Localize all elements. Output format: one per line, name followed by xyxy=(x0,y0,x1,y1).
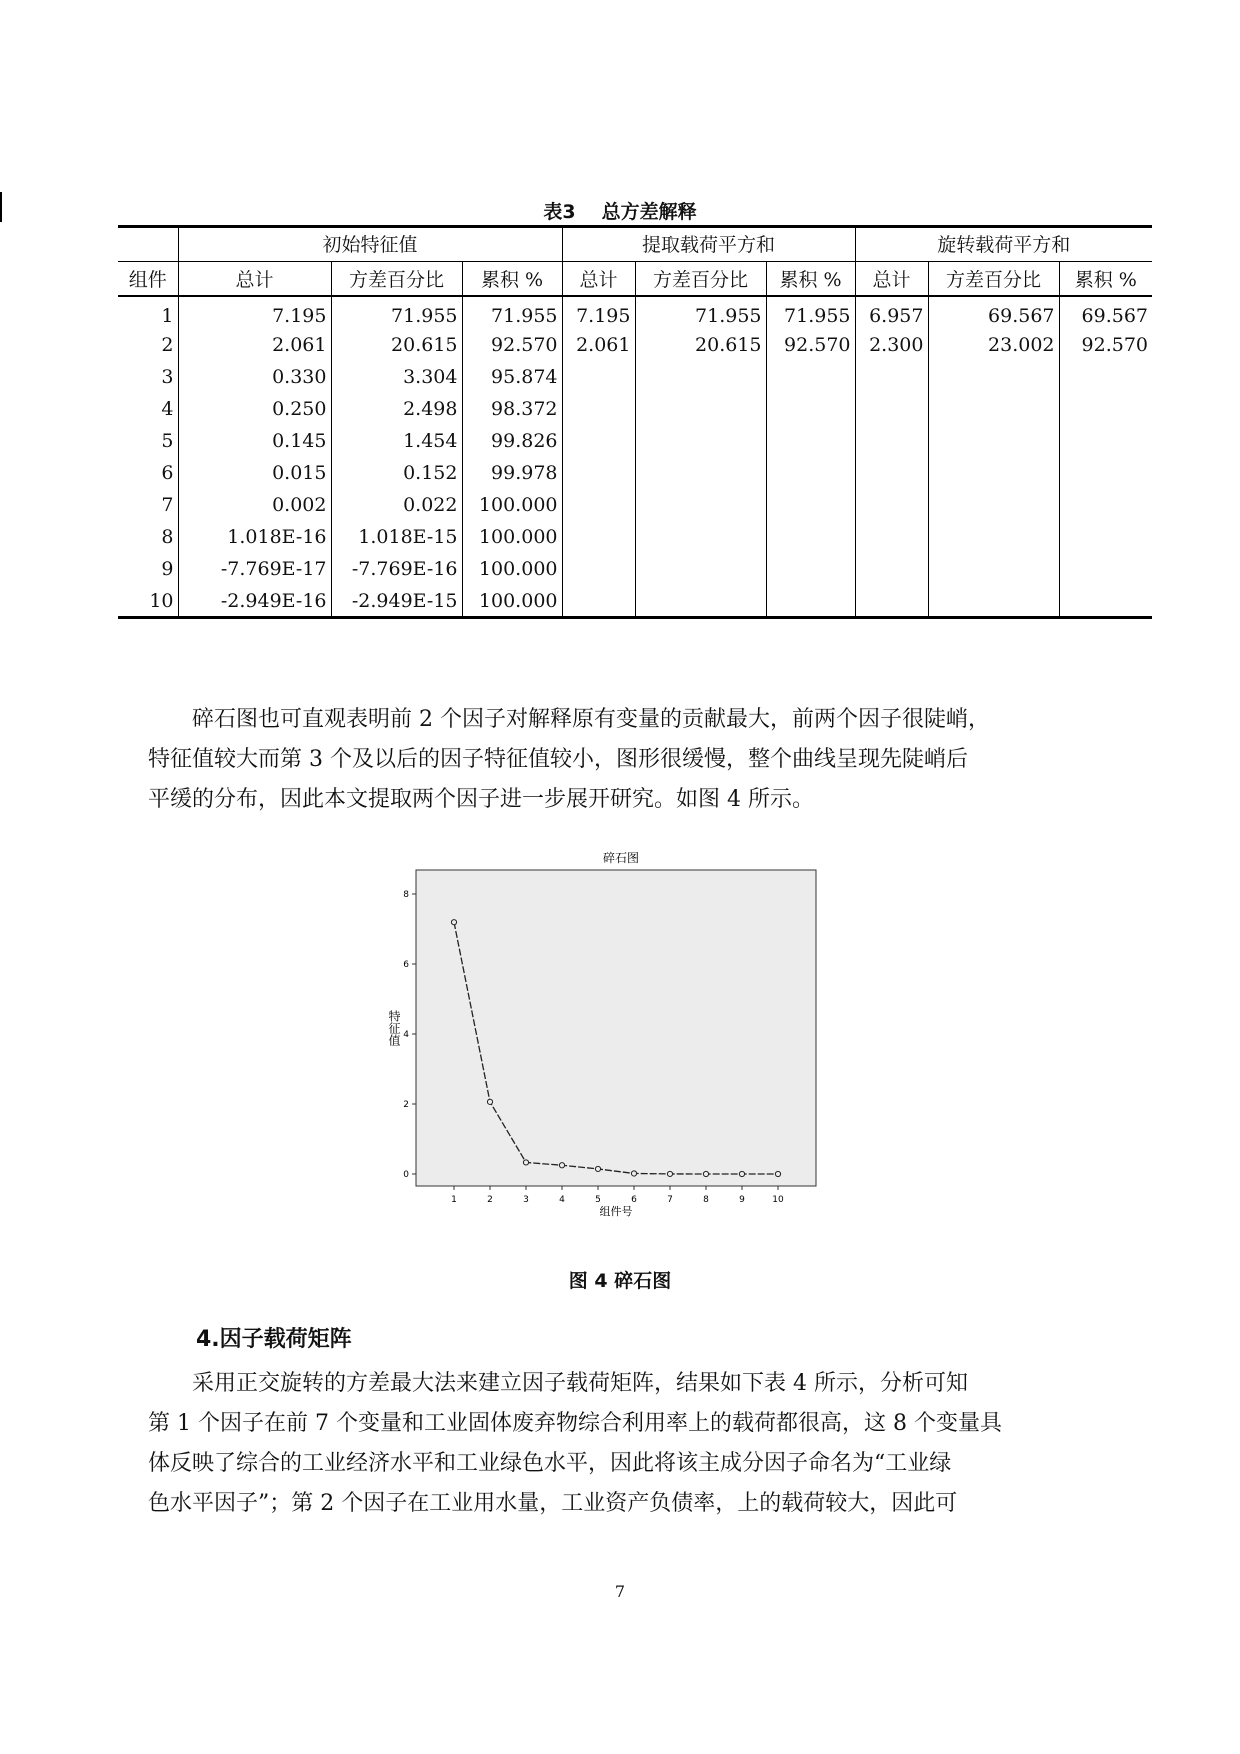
value-cell: 100.000 xyxy=(462,521,562,553)
component-header: 组件 xyxy=(118,262,178,297)
value-cell xyxy=(766,553,855,585)
value-cell xyxy=(855,489,928,521)
value-cell xyxy=(635,361,766,393)
table-body xyxy=(118,296,1152,617)
value-cell xyxy=(635,393,766,425)
value-cell: -2.949E-16 xyxy=(178,585,331,617)
group-header-rotation: 旋转载荷平方和 xyxy=(855,226,1152,262)
value-cell xyxy=(855,585,928,617)
component-cell: 5 xyxy=(161,430,174,452)
x-tick-label: 10 xyxy=(772,1195,784,1205)
table-row xyxy=(118,425,1152,457)
value-cell xyxy=(855,521,928,553)
value-cell: 0.330 xyxy=(178,361,331,393)
value-cell: -2.949E-15 xyxy=(331,585,462,617)
column-header: 方差百分比 xyxy=(928,262,1059,297)
component-cell: 6 xyxy=(161,462,174,484)
value-cell: -7.769E-16 xyxy=(331,553,462,585)
value-cell: 2.300 xyxy=(855,329,928,361)
value-cell: 100.000 xyxy=(462,585,562,617)
table-row xyxy=(118,457,1152,489)
x-tick-label: 2 xyxy=(487,1195,493,1205)
component-cell: 8 xyxy=(161,526,174,548)
value-cell: 0.250 xyxy=(178,393,331,425)
value-cell xyxy=(766,489,855,521)
value-cell xyxy=(1059,585,1152,617)
value-cell: -7.769E-17 xyxy=(178,553,331,585)
value-cell xyxy=(855,553,928,585)
x-tick-label: 7 xyxy=(667,1195,673,1205)
column-header: 累积 % xyxy=(1059,262,1152,297)
data-point xyxy=(631,1171,636,1176)
paragraph-scree-description xyxy=(148,700,1088,820)
paragraph-line: 第 1 个因子在前 7 个变量和工业固体废弃物综合利用率上的载荷都很高，这 8 个变量具 xyxy=(148,1411,1002,1436)
component-cell: 4 xyxy=(161,398,174,420)
value-cell xyxy=(1059,521,1152,553)
group-header-initial: 初始特征值 xyxy=(178,226,562,262)
value-cell: 92.570 xyxy=(1059,329,1152,361)
component-cell: 10 xyxy=(149,590,174,612)
value-cell: 7.195 xyxy=(562,296,635,329)
column-header: 累积 % xyxy=(462,262,562,297)
x-tick-label: 3 xyxy=(523,1195,529,1205)
table-row xyxy=(118,361,1152,393)
data-point xyxy=(703,1171,708,1176)
variance-table xyxy=(118,226,1152,617)
y-tick-label: 8 xyxy=(403,890,409,900)
value-cell: 69.567 xyxy=(1059,296,1152,329)
x-tick-label: 5 xyxy=(595,1195,601,1205)
x-tick-label: 1 xyxy=(451,1195,457,1205)
value-cell: 100.000 xyxy=(462,553,562,585)
paragraph-factor-loading xyxy=(148,1364,1088,1524)
plot-area xyxy=(416,870,816,1186)
value-cell: 20.615 xyxy=(635,329,766,361)
value-cell: 0.145 xyxy=(178,425,331,457)
data-point xyxy=(739,1171,744,1176)
value-cell xyxy=(766,393,855,425)
value-cell xyxy=(928,457,1059,489)
value-cell xyxy=(562,425,635,457)
y-tick-label: 0 xyxy=(403,1170,409,1180)
value-cell xyxy=(855,361,928,393)
table-row xyxy=(118,585,1152,617)
value-cell: 71.955 xyxy=(462,296,562,329)
paragraph-line: 平缓的分布，因此本文提取两个因子进一步展开研究。如图 4 所示。 xyxy=(148,787,814,812)
paragraph-line: 采用正交旋转的方差最大法来建立因子载荷矩阵，结果如下表 4 所示，分析可知 xyxy=(192,1371,968,1396)
value-cell xyxy=(635,489,766,521)
value-cell: 7.195 xyxy=(178,296,331,329)
column-header: 累积 % xyxy=(766,262,855,297)
value-cell xyxy=(928,361,1059,393)
x-tick-label: 6 xyxy=(631,1195,637,1205)
table-bottom-rule xyxy=(118,616,1152,619)
value-cell: 71.955 xyxy=(766,296,855,329)
y-tick-label: 2 xyxy=(403,1100,409,1110)
table-row xyxy=(118,489,1152,521)
x-tick-label: 9 xyxy=(739,1195,745,1205)
value-cell: 20.615 xyxy=(331,329,462,361)
value-cell xyxy=(635,585,766,617)
value-cell xyxy=(766,361,855,393)
value-cell xyxy=(855,457,928,489)
table-title-text: 总方差解释 xyxy=(601,201,697,223)
value-cell: 0.022 xyxy=(331,489,462,521)
value-cell: 2.061 xyxy=(178,329,331,361)
value-cell: 1.018E-16 xyxy=(178,521,331,553)
value-cell xyxy=(1059,425,1152,457)
x-tick-label: 8 xyxy=(703,1195,709,1205)
table-row xyxy=(118,553,1152,585)
value-cell xyxy=(635,425,766,457)
table-title-label: 表3 xyxy=(543,201,576,223)
section-heading: 4.因子载荷矩阵 xyxy=(196,1327,352,1352)
empty-header-cell xyxy=(118,226,178,262)
value-cell: 69.567 xyxy=(928,296,1059,329)
value-cell: 3.304 xyxy=(331,361,462,393)
value-cell: 92.570 xyxy=(766,329,855,361)
value-cell xyxy=(928,521,1059,553)
value-cell: 100.000 xyxy=(462,489,562,521)
value-cell: 95.874 xyxy=(462,361,562,393)
value-cell: 99.826 xyxy=(462,425,562,457)
paragraph-line: 碎石图也可直观表明前 2 个因子对解释原有变量的贡献最大，前两个因子很陡峭， xyxy=(192,707,990,732)
value-cell xyxy=(766,425,855,457)
column-header: 方差百分比 xyxy=(331,262,462,297)
table-row xyxy=(118,296,1152,329)
x-tick-label: 4 xyxy=(559,1195,565,1205)
value-cell xyxy=(562,393,635,425)
value-cell xyxy=(855,425,928,457)
value-cell xyxy=(562,521,635,553)
table-group-header-row xyxy=(118,226,1152,262)
value-cell xyxy=(855,393,928,425)
group-header-extraction: 提取载荷平方和 xyxy=(562,226,855,262)
value-cell: 1.018E-15 xyxy=(331,521,462,553)
value-cell xyxy=(562,585,635,617)
value-cell xyxy=(928,425,1059,457)
value-cell xyxy=(766,521,855,553)
table-title xyxy=(0,197,1240,224)
value-cell xyxy=(562,457,635,489)
value-cell: 71.955 xyxy=(635,296,766,329)
scree-plot xyxy=(376,850,866,1230)
value-cell: 2.061 xyxy=(562,329,635,361)
column-header: 总计 xyxy=(178,262,331,297)
value-cell xyxy=(562,553,635,585)
value-cell xyxy=(1059,489,1152,521)
column-header: 总计 xyxy=(562,262,635,297)
paragraph-line: 特征值较大而第 3 个及以后的因子特征值较小，图形很缓慢，整个曲线呈现先陡峭后 xyxy=(148,747,968,772)
component-cell: 7 xyxy=(161,494,174,516)
value-cell xyxy=(635,457,766,489)
component-cell: 3 xyxy=(161,366,174,388)
value-cell xyxy=(562,361,635,393)
component-cell: 2 xyxy=(161,334,174,356)
chart-title: 碎石图 xyxy=(602,851,640,865)
value-cell xyxy=(1059,361,1152,393)
y-tick-label: 6 xyxy=(403,960,409,970)
table-row xyxy=(118,393,1152,425)
column-header: 总计 xyxy=(855,262,928,297)
value-cell xyxy=(562,489,635,521)
data-point xyxy=(487,1099,492,1104)
data-point xyxy=(523,1160,528,1165)
value-cell xyxy=(1059,393,1152,425)
table-row xyxy=(118,521,1152,553)
data-point xyxy=(775,1171,780,1176)
value-cell: 99.978 xyxy=(462,457,562,489)
value-cell: 0.152 xyxy=(331,457,462,489)
page-number: 7 xyxy=(614,1582,626,1601)
value-cell xyxy=(928,393,1059,425)
value-cell: 6.957 xyxy=(855,296,928,329)
x-axis-label: 组件号 xyxy=(599,1205,633,1218)
value-cell xyxy=(635,521,766,553)
value-cell xyxy=(766,585,855,617)
y-tick-label: 4 xyxy=(403,1030,409,1040)
value-cell xyxy=(928,585,1059,617)
value-cell xyxy=(635,553,766,585)
component-cell: 9 xyxy=(161,558,174,580)
paragraph-line: 体反映了综合的工业经济水平和工业绿色水平，因此将该主成分因子命名为“工业绿 xyxy=(148,1451,952,1476)
paragraph-line: 色水平因子”；第 2 个因子在工业用水量，工业资产负债率，上的载荷较大，因此可 xyxy=(148,1491,958,1516)
value-cell: 71.955 xyxy=(331,296,462,329)
data-point xyxy=(451,920,456,925)
component-cell: 1 xyxy=(161,305,174,327)
data-point xyxy=(595,1166,600,1171)
value-cell xyxy=(1059,553,1152,585)
value-cell xyxy=(766,457,855,489)
column-header: 方差百分比 xyxy=(635,262,766,297)
value-cell: 1.454 xyxy=(331,425,462,457)
figure-caption: 图 4 碎石图 xyxy=(568,1270,672,1292)
value-cell: 23.002 xyxy=(928,329,1059,361)
table-sub-header-row xyxy=(118,262,1152,297)
value-cell xyxy=(928,489,1059,521)
table-row xyxy=(118,329,1152,361)
value-cell xyxy=(1059,457,1152,489)
value-cell: 2.498 xyxy=(331,393,462,425)
data-point xyxy=(559,1163,564,1168)
value-cell: 98.372 xyxy=(462,393,562,425)
value-cell: 92.570 xyxy=(462,329,562,361)
value-cell: 0.015 xyxy=(178,457,331,489)
value-cell: 0.002 xyxy=(178,489,331,521)
data-point xyxy=(667,1171,672,1176)
y-axis-label: 特征值 xyxy=(387,1010,401,1046)
value-cell xyxy=(928,553,1059,585)
